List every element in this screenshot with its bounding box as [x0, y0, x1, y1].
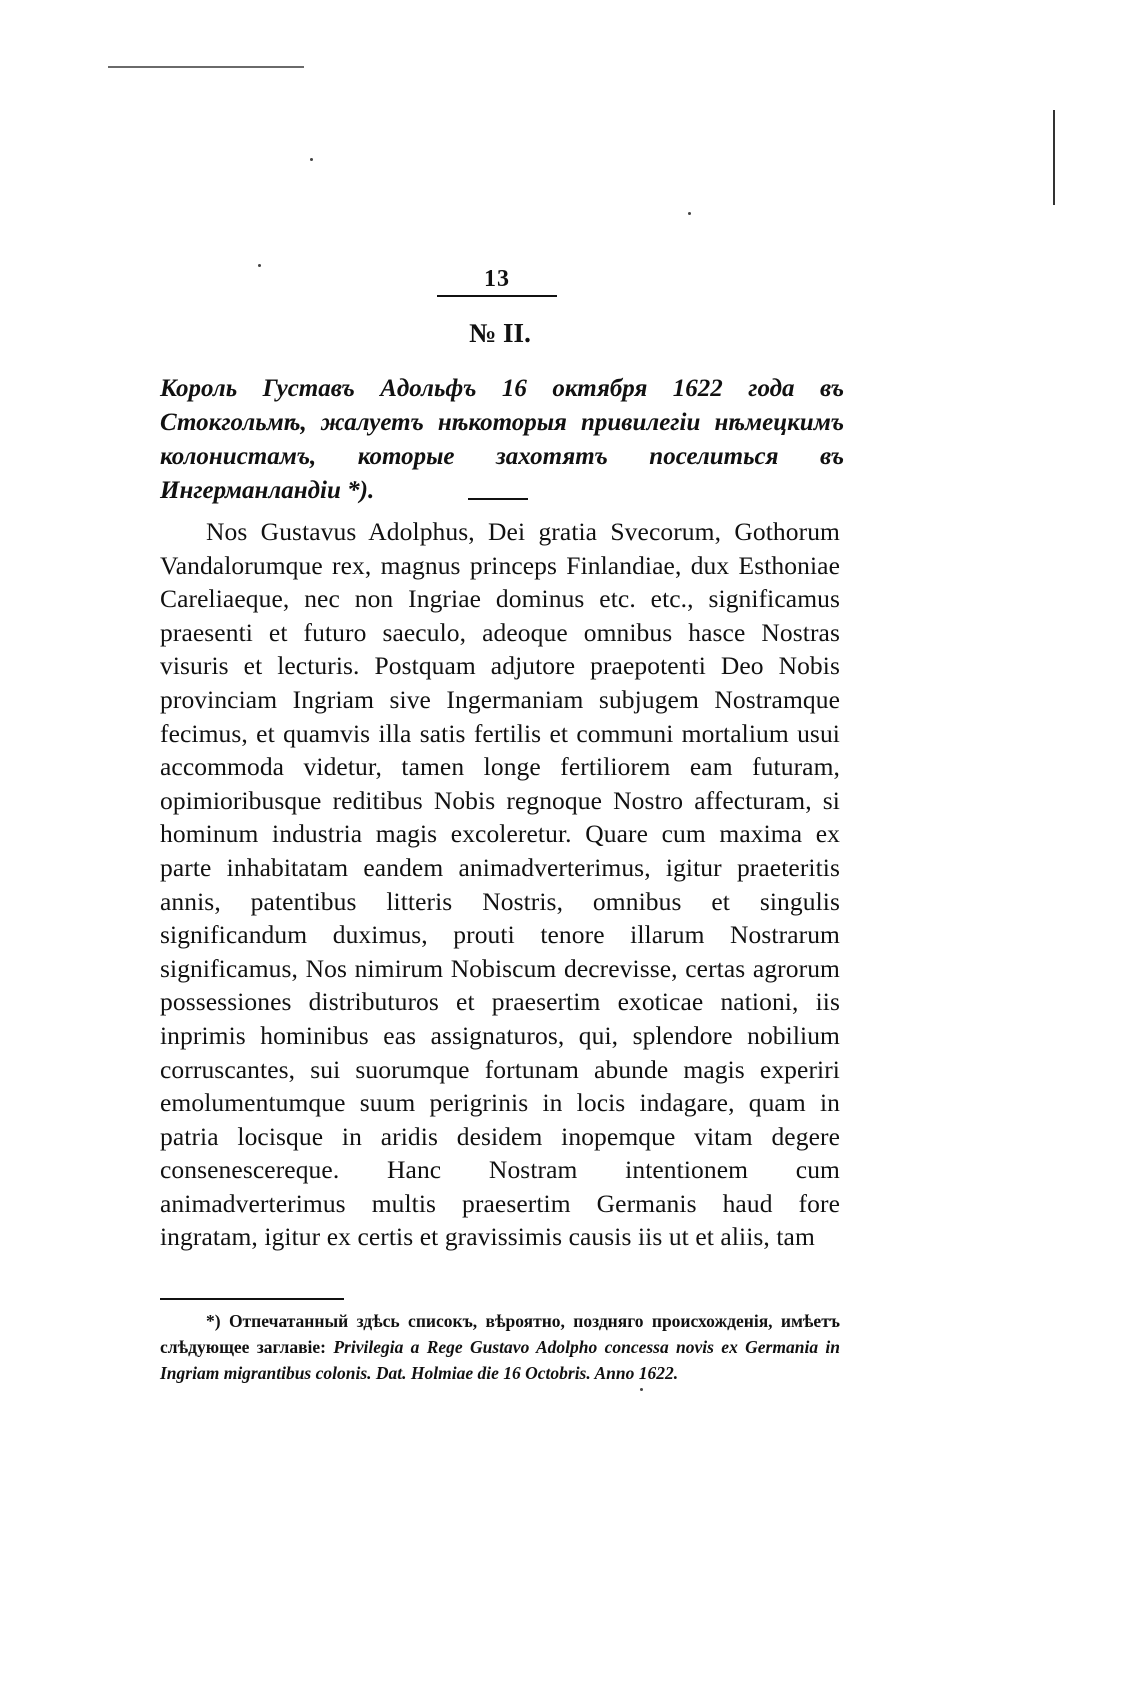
document-heading: Король Густавъ Адольфъ 16 октября 1622 года въ Стокгольмѣ, жалуетъ нѣкоторыя привилегiи нѣмецкимъ колонистамъ, которые захотятъ поселиться въ Ингерманландiи *).: [160, 375, 844, 504]
body-paragraph: Nos Gustavus Adolphus, Dei gratia Svecorum, Gothorum Vandalorumque rex, magnus princeps Finlandiae, dux Esthoniae Careliaeque, nec non Ingriae dominus etc. etc., significamus praesenti et futuro saeculo, adeoque omnibus hasce Nostras visuris et lecturis. Postquam adjutore praepotenti Deo Nobis provinciam Ingriam sive Ingermaniam subjugem Nostramque fecimus, et quamvis illa satis fertilis et communi mortalium usui accommoda videtur, tamen longe fertiliorem eam futuram, opimioribusque reditibus Nobis regnoque Nostro affecturam, si hominum industria magis excoleretur. Quare cum maxima ex parte inhabitatam eandem animadverterimus, igitur praeteritis annis, patentibus litteris Nostris, omnibus et singulis significandum duximus, prouti tenore illarum Nostrarum significamus, Nos nimirum Nobiscum decrevisse, certas agrorum possessiones distributuros et praesertim exoticae nationi, iis inprimis hominibus eas assignaturos, qui, splendore nobilium corruscantes, sui suorumque fortunam abunde magis experiri emolumentumque suum perigrinis in locis indagare, quam in patria locisque in aridis desidem inopemque vitam degere consenescereque. Hanc Nostram intentionem cum animadverterimus multis praesertim Germanis haud fore ingratam, igitur ex certis et gravissimis causis iis ut et aliis, tam: [160, 517, 840, 1252]
scan-speck: [258, 264, 261, 267]
scan-edge-mark: [1053, 110, 1055, 205]
page-number: 13: [484, 266, 510, 292]
footnote-latin-title: Privilegia a Rege Gustavo Adolpho concessa novis ex Germania in Ingriam migrantibus colonis. Dat. Holmiae die 16 Octobris. Anno 1622.: [160, 1337, 840, 1383]
scan-speck: [640, 1388, 643, 1391]
heading-divider: [468, 498, 528, 500]
scan-speck: [688, 212, 691, 215]
scan-edge-line: [108, 66, 304, 68]
page-number-rule: [437, 295, 557, 297]
footnote-divider: [160, 1298, 344, 1300]
scan-speck: [310, 158, 313, 161]
footnote: [160, 1308, 840, 1386]
document-number: № II.: [469, 318, 531, 348]
footnote-russian: *) Отпечатанный здѣсь списокъ, вѣроятно, поздняго происхожденiя, имѣетъ слѣдующее заглавiе:: [160, 1311, 840, 1357]
